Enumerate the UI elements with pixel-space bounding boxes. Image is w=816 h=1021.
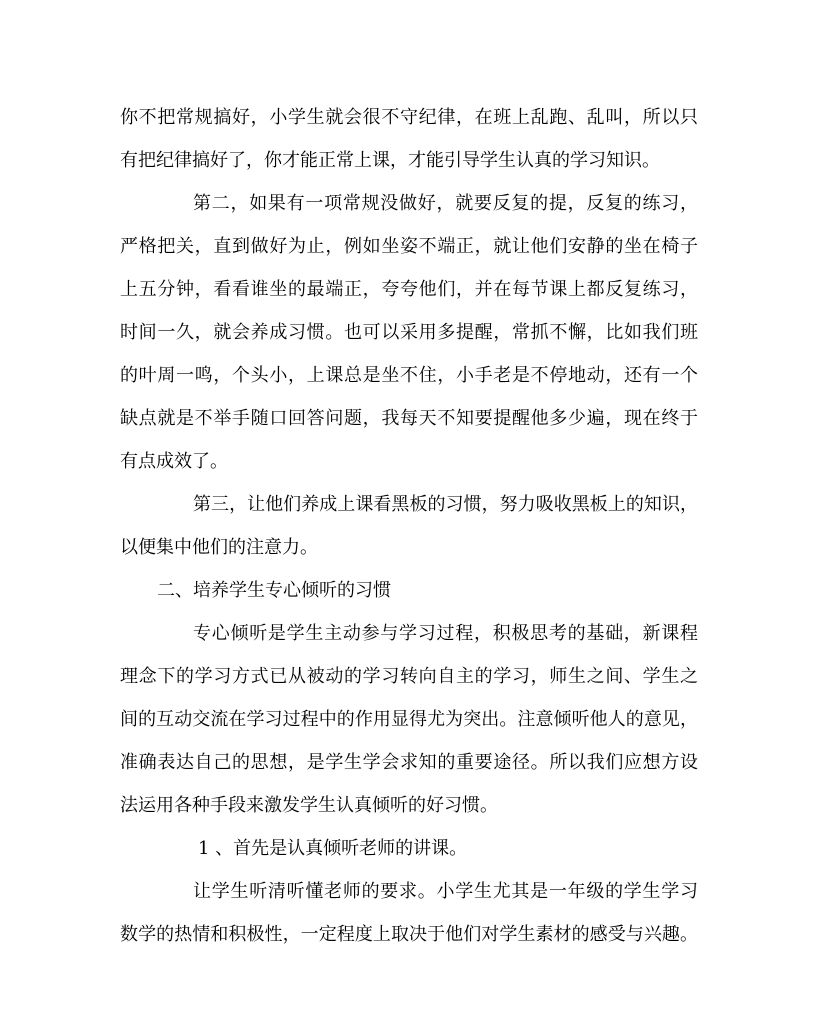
paragraph-line: 数学的热情和积极性，一定程度上取决于他们对学生素材的感受与兴趣。 <box>120 924 698 945</box>
paragraph-line: 有把纪律搞好了，你才能正常上课，才能引导学生认真的学习知识。 <box>120 150 660 171</box>
paragraph-line: 第二，如果有一项常规没做好，就要反复的提，反复的练习， <box>193 193 698 214</box>
paragraph-line: 上五分钟，看看谁坐的最端正，夸夸他们，并在每节课上都反复练习， <box>120 279 698 300</box>
paragraph-line: 的叶周一鸣，个头小，上课总是坐不住，小手老是不停地动，还有一个 <box>120 365 698 386</box>
paragraph-line: 让学生听清听懂老师的要求。小学生尤其是一年级的学生学习 <box>193 881 698 902</box>
subsection-heading: 1 、首先是认真倾听老师的讲课。 <box>198 838 468 859</box>
paragraph-line: 有点成效了。 <box>120 451 228 472</box>
paragraph-line: 严格把关，直到做好为止，例如坐姿不端正，就让他们安静的坐在椅子 <box>120 236 698 257</box>
paragraph-line: 时间一久，就会养成习惯。也可以采用多提醒，常抓不懈，比如我们班 <box>120 322 698 343</box>
paragraph-line: 理念下的学习方式已从被动的学习转向自主的学习，师生之间、学生之 <box>120 666 698 687</box>
paragraph-line: 专心倾听是学生主动参与学习过程，积极思考的基础，新课程 <box>193 623 698 644</box>
paragraph-line: 法运用各种手段来激发学生认真倾听的好习惯。 <box>120 795 498 816</box>
paragraph-line: 以便集中他们的注意力。 <box>120 537 318 558</box>
paragraph-line: 间的互动交流在学习过程中的作用显得尤为突出。注意倾听他人的意见， <box>120 709 698 730</box>
paragraph-line: 你不把常规搞好，小学生就会很不守纪律，在班上乱跑、乱叫，所以只 <box>120 107 698 128</box>
paragraph-line: 准确表达自己的思想，是学生学会求知的重要途径。所以我们应想方设 <box>120 752 698 773</box>
section-heading: 二、培养学生专心倾听的习惯 <box>157 580 391 601</box>
paragraph-line: 缺点就是不举手随口回答问题，我每天不知要提醒他多少遍，现在终于 <box>120 408 698 429</box>
paragraph-line: 第三，让他们养成上课看黑板的习惯，努力吸收黑板上的知识， <box>193 494 698 515</box>
